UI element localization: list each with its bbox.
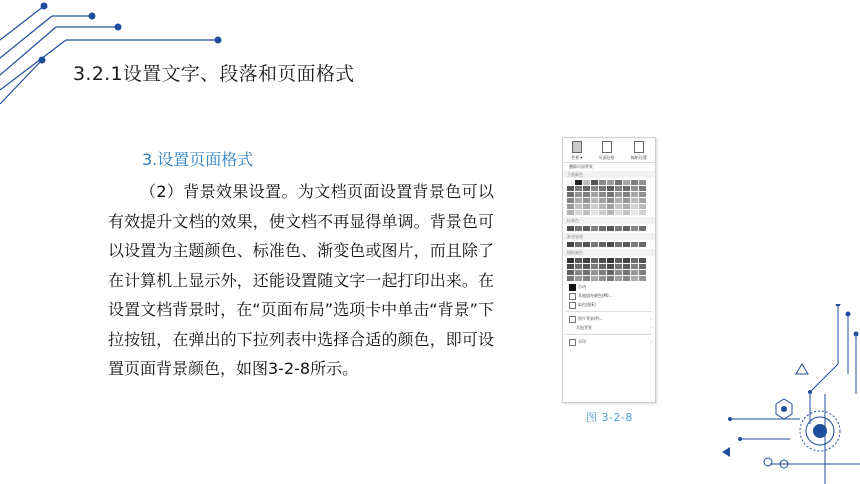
color-swatch (639, 204, 646, 209)
color-swatch (631, 186, 638, 191)
menu-divider (566, 334, 652, 335)
color-swatch (639, 270, 646, 275)
color-swatch (583, 264, 590, 269)
color-swatch (599, 180, 606, 185)
color-swatch (615, 264, 622, 269)
auto-color-swatch-icon (569, 284, 576, 291)
background-icon (572, 141, 582, 153)
color-swatch (583, 204, 590, 209)
color-swatch (599, 198, 606, 203)
color-swatch (631, 226, 638, 231)
circuit-decoration-bottom-right (710, 304, 860, 484)
color-swatch (591, 264, 598, 269)
color-swatch (583, 276, 590, 281)
color-swatch (591, 204, 598, 209)
color-swatch (591, 180, 598, 185)
color-swatch (615, 186, 622, 191)
color-swatch (599, 242, 606, 247)
color-swatch (583, 198, 590, 203)
color-swatch (615, 180, 622, 185)
color-swatch (567, 210, 574, 215)
color-swatch (623, 204, 630, 209)
other-background-item (563, 323, 655, 332)
menu-divider (566, 311, 652, 312)
background-button (571, 141, 582, 162)
color-swatch (607, 192, 614, 197)
recent-swatches (563, 257, 655, 282)
color-swatch (583, 242, 590, 247)
gradient-swatches (563, 241, 655, 248)
color-swatch (607, 210, 614, 215)
color-swatch (575, 204, 582, 209)
color-swatch (607, 270, 614, 275)
color-swatch (567, 276, 574, 281)
color-swatch (575, 276, 582, 281)
background-button-label: 背景 ▾ (571, 155, 583, 160)
watermark-item (563, 337, 655, 346)
color-swatch (639, 186, 646, 191)
color-swatch (567, 180, 574, 185)
standard-colors-heading: 标准色 (563, 217, 655, 224)
color-swatch (615, 258, 622, 263)
color-swatch (575, 186, 582, 191)
color-swatch (599, 192, 606, 197)
color-swatch (607, 186, 614, 191)
color-swatch (631, 242, 638, 247)
color-swatch (615, 270, 622, 275)
color-swatch (615, 210, 622, 215)
color-swatch (639, 198, 646, 203)
eyedropper-item (563, 300, 655, 309)
color-swatch (623, 180, 630, 185)
color-swatch (615, 226, 622, 231)
body-paragraph: （2）背景效果设置。为文档页面设置背景色可以有效提升文档的效果，使文档不再显得单调。背景色可以设置为主题颜色、标准色、渐变色或图片，而且除了在计算机上显示外，还能设置随文字一起打印出来。在设置文档背景时，在“页面布局”选项卡中单击“背景”下拉按钮，在弹出的下拉列表中选择合适的颜色，即可设置页面背景颜色，如图3-2-8所示。 (108, 182, 494, 378)
color-swatch (599, 264, 606, 269)
color-swatch (631, 264, 638, 269)
color-swatch (631, 198, 638, 203)
manuscript-icon (634, 141, 644, 153)
color-swatch (623, 270, 630, 275)
color-swatch (583, 180, 590, 185)
color-swatch (631, 276, 638, 281)
color-swatch (599, 276, 606, 281)
color-swatch (583, 270, 590, 275)
auto-color-item (563, 282, 655, 291)
color-swatch (623, 258, 630, 263)
color-swatch (607, 242, 614, 247)
color-swatch (607, 276, 614, 281)
watermark-icon (569, 339, 576, 346)
palette-icon (569, 293, 576, 300)
page-border-button (599, 141, 615, 162)
more-fill-colors-item (563, 291, 655, 300)
picture-background-item (563, 314, 655, 323)
background-dropdown-figure (562, 137, 656, 403)
color-swatch (583, 210, 590, 215)
color-swatch (607, 226, 614, 231)
color-swatch (639, 210, 646, 215)
color-swatch (575, 180, 582, 185)
color-swatch (623, 198, 630, 203)
picture-icon (569, 316, 576, 323)
color-swatch (599, 210, 606, 215)
color-swatch (607, 264, 614, 269)
color-swatch (639, 258, 646, 263)
color-swatch (591, 276, 598, 281)
figure-caption: 图 3-2-8 (586, 411, 633, 424)
color-swatch (631, 192, 638, 197)
color-swatch (567, 198, 574, 203)
remove-background-item: 删除页面背景 (569, 164, 593, 169)
slide-title: 3.2.1设置文字、段落和页面格式 (73, 63, 355, 85)
auto-color-label: 自动 (578, 284, 586, 289)
color-swatch (631, 210, 638, 215)
eyedropper-icon (569, 302, 576, 309)
color-swatch (567, 258, 574, 263)
color-swatch (583, 258, 590, 263)
color-swatch (567, 186, 574, 191)
color-swatch (583, 226, 590, 231)
color-swatch (567, 192, 574, 197)
color-swatch (639, 242, 646, 247)
gradient-fill-heading: 渐变填充 (563, 233, 655, 240)
color-swatch (567, 270, 574, 275)
color-swatch (631, 270, 638, 275)
standard-swatches (563, 225, 655, 232)
color-swatch (575, 270, 582, 275)
color-swatch (575, 226, 582, 231)
manuscript-label: 稿纸设置 (630, 155, 647, 160)
manuscript-button (631, 141, 647, 162)
more-fill-colors-label: 其他填充颜色(M)... (578, 293, 613, 298)
color-swatch (567, 204, 574, 209)
color-swatch (599, 226, 606, 231)
color-swatch (575, 210, 582, 215)
color-swatch (639, 192, 646, 197)
color-swatch (607, 204, 614, 209)
color-swatch (631, 204, 638, 209)
color-swatch (639, 226, 646, 231)
color-swatch (575, 242, 582, 247)
theme-colors-heading: 主题颜色 (563, 171, 655, 178)
color-swatch (567, 264, 574, 269)
color-swatch (607, 258, 614, 263)
page-border-icon (602, 141, 612, 153)
color-swatch (631, 180, 638, 185)
color-swatch (615, 198, 622, 203)
color-swatch (623, 242, 630, 247)
color-swatch (599, 204, 606, 209)
color-swatch (615, 276, 622, 281)
color-swatch (623, 192, 630, 197)
color-swatch (583, 192, 590, 197)
color-swatch (623, 186, 630, 191)
color-swatch (599, 270, 606, 275)
section-heading: 3.设置页面格式 (142, 150, 254, 169)
circuit-decoration-top-left (0, 0, 240, 110)
color-swatch (591, 186, 598, 191)
color-swatch (615, 242, 622, 247)
color-swatch (575, 198, 582, 203)
other-background-label: 其他背景 (576, 325, 592, 330)
theme-swatches (563, 179, 655, 216)
submenu-arrow-icon: › (650, 316, 652, 321)
color-swatch (591, 226, 598, 231)
color-swatch (591, 258, 598, 263)
page-border-label: 页面边框 (598, 155, 615, 160)
color-swatch (591, 192, 598, 197)
submenu-arrow-icon: › (650, 325, 652, 330)
color-swatch (607, 198, 614, 203)
color-swatch (575, 264, 582, 269)
figure-toolbar (563, 138, 655, 163)
watermark-label: 水印 (578, 339, 586, 344)
color-swatch (623, 210, 630, 215)
color-swatch (639, 264, 646, 269)
color-swatch (575, 192, 582, 197)
color-swatch (631, 258, 638, 263)
picture-background-label: 图片背景(P)... (578, 316, 604, 321)
color-swatch (591, 198, 598, 203)
submenu-arrow-icon: › (650, 339, 652, 344)
color-swatch (623, 226, 630, 231)
color-swatch (615, 204, 622, 209)
color-swatch (591, 270, 598, 275)
color-swatch (567, 242, 574, 247)
color-swatch (639, 276, 646, 281)
color-swatch (623, 276, 630, 281)
color-swatch (583, 186, 590, 191)
recent-colors-heading: 稿纸颜色 (563, 249, 655, 256)
color-swatch (575, 258, 582, 263)
color-swatch (639, 180, 646, 185)
eyedropper-label: 取色器(E) (578, 302, 596, 307)
color-swatch (599, 186, 606, 191)
color-swatch (567, 226, 574, 231)
color-swatch (591, 242, 598, 247)
color-swatch (623, 264, 630, 269)
color-swatch (599, 258, 606, 263)
color-swatch (615, 192, 622, 197)
color-swatch (607, 180, 614, 185)
color-swatch (591, 210, 598, 215)
